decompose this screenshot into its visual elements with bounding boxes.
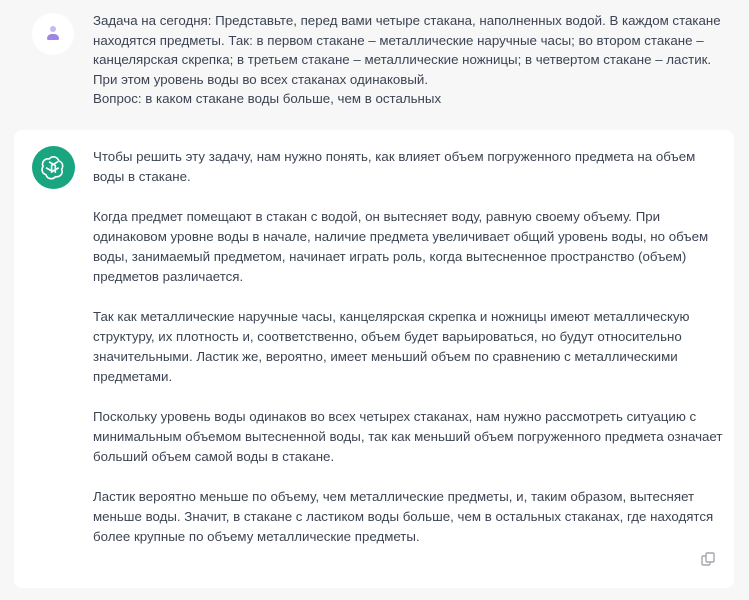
- assistant-paragraph: Поскольку уровень воды одинаков во всех четырех стаканах, нам нужно рассмотреть ситуацию с минимальным объемом вытесненной воды, так как меньший объем погруженного предмета означает больший объем самой воды в стакане.: [93, 409, 723, 464]
- assistant-avatar: [32, 146, 75, 189]
- assistant-paragraph: Чтобы решить эту задачу, нам нужно понять, как влияет объем погруженного предмета на объем воды в стакане.: [93, 149, 696, 184]
- copy-button[interactable]: [700, 551, 716, 567]
- user-message-line: Задача на сегодня: Представьте, перед вами четыре стакана, наполненных водой. В каждом стакане находятся предметы. Так: в первом стакане – металлические наручные часы; во втором стакане – канцелярская скрепка; в третьем стакане – металлические ножницы; в четвертом стакане – ластик. При этом уровень воды во всех стаканах одинаковый.: [93, 13, 721, 87]
- user-message-line: Вопрос: в каком стакане воды больше, чем в остальных: [93, 91, 442, 106]
- assistant-paragraph: Когда предмет помещают в стакан с водой, он вытесняет воду, равную своему объему. При одинаковом уровне воды в начале, наличие предмета увеличивает общий уровень воды, но объем воды, занимаемый предметом, начинает играть роль, когда вытесненное пространство (объем) предметов различается.: [93, 209, 709, 284]
- user-message-text: [93, 11, 733, 109]
- assistant-message: [14, 130, 734, 588]
- user-avatar: [32, 13, 74, 55]
- copy-icon: [700, 551, 716, 567]
- user-message: [0, 0, 749, 120]
- assistant-paragraph: Так как металлические наручные часы, канцелярская скрепка и ножницы имеют металлическую структуру, их плотность и, соответственно, объем будет варьироваться, но будут относительно значительными. Ластик же, вероятно, имеет меньший объем по сравнению с металлическими предметами.: [93, 309, 690, 384]
- assistant-paragraph: Ластик вероятно меньше по объему, чем металлические предметы, и, таким образом, вытесняет меньше воды. Значит, в стакане с ластиком воды больше, чем в остальных стаканах, где находятся более крупные по объему металлические предметы.: [93, 489, 714, 544]
- openai-logo-icon: [39, 153, 68, 182]
- assistant-message-text: [93, 147, 723, 567]
